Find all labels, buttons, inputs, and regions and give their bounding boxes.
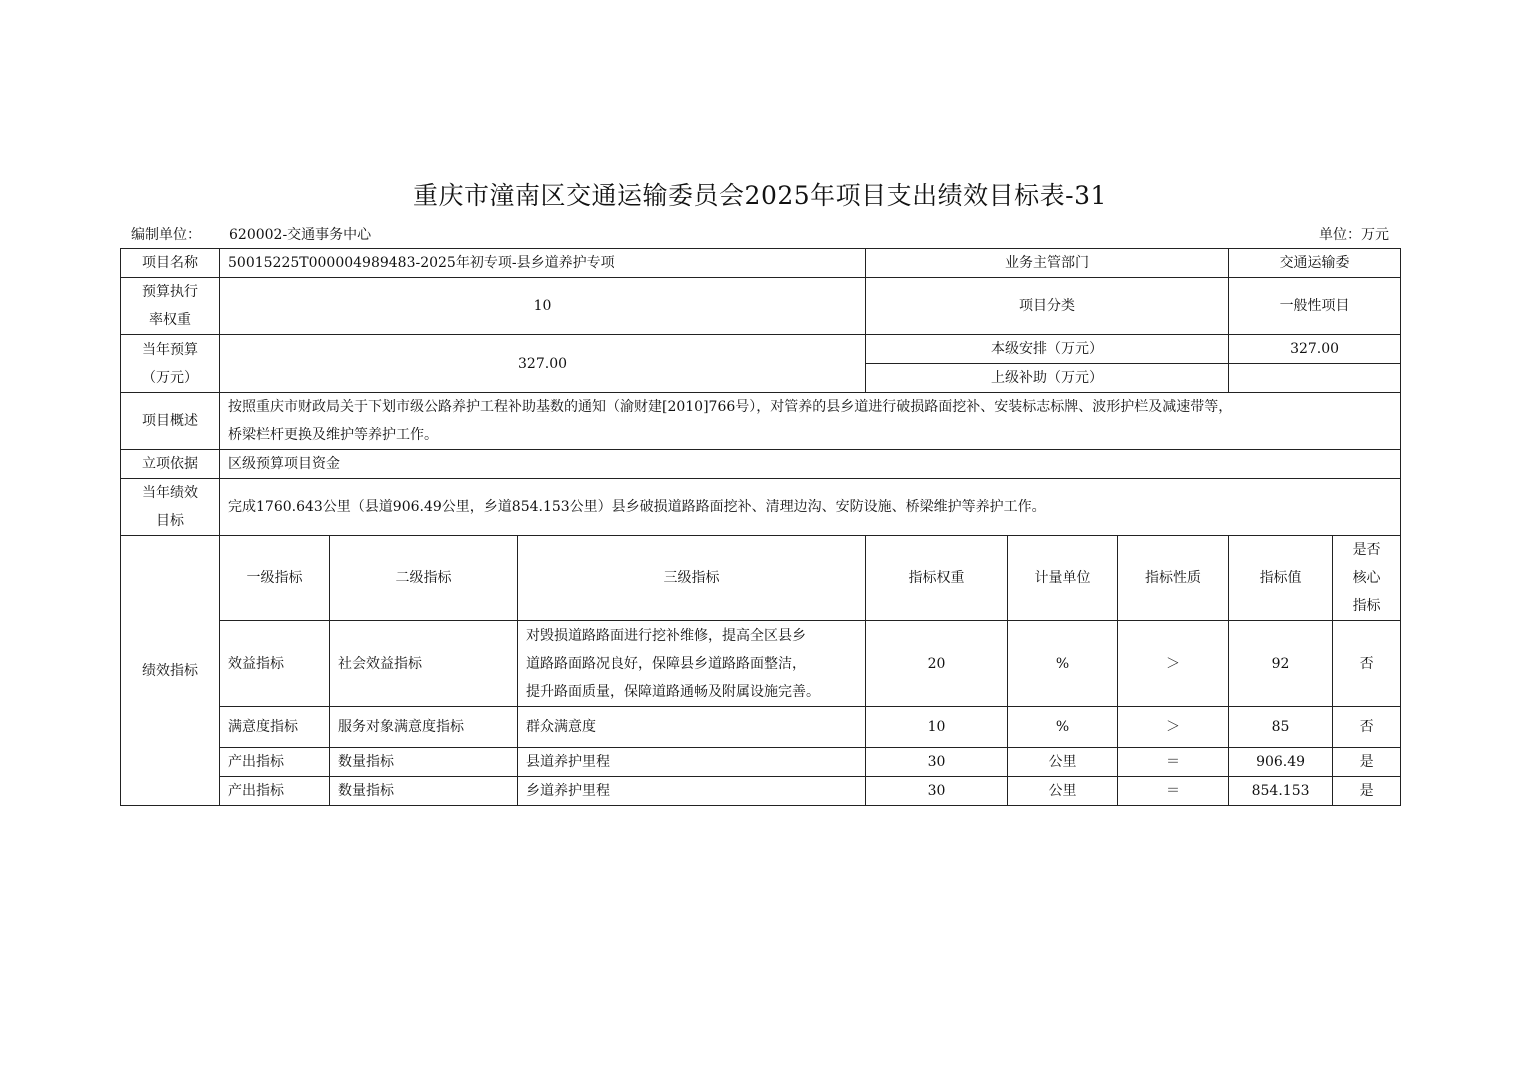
header-level3: 三级指标 <box>518 536 866 621</box>
upper-label: 上级补助（万元） <box>866 364 1229 393</box>
compiling-unit-label: 编制单位： <box>131 227 201 243</box>
row3-value: 906.49 <box>1229 748 1333 777</box>
weight-label-line2: 率权重 <box>149 312 191 328</box>
local-label: 本级安排（万元） <box>866 335 1229 364</box>
overview-line1: 按照重庆市财政局关于下划市级公路养护工程补助基数的通知（渝财建[2010]766号），对管养的县乡道进行破损路面挖补、安装标志标牌、波形护栏及减速带等， <box>228 399 1233 415</box>
table-row <box>121 707 1401 748</box>
overview-label: 项目概述 <box>121 393 220 450</box>
budget-label <box>121 335 220 393</box>
row4-level3: 乡道养护里程 <box>518 777 866 806</box>
row4-level1: 产出指标 <box>220 777 330 806</box>
project-name-value: 50015225T000004989483-2025年初专项-县乡道养护专项 <box>220 249 866 278</box>
row1-unit: % <box>1008 621 1118 707</box>
overview-line2: 桥梁栏杆更换及维护等养护工作。 <box>228 427 438 443</box>
compiling-unit-value: 620002-交通事务中心 <box>229 227 372 243</box>
row4-core: 是 <box>1333 777 1401 806</box>
row-basis <box>121 450 1401 479</box>
header-core <box>1333 536 1401 621</box>
row-weight <box>121 278 1401 335</box>
row4-weight: 30 <box>866 777 1008 806</box>
header-unit: 计量单位 <box>1008 536 1118 621</box>
row-project-name <box>121 249 1401 278</box>
goal-label-line2: 目标 <box>156 513 184 529</box>
row1-level3-line3: 提升路面质量，保障道路通畅及附属设施完善。 <box>526 683 820 700</box>
row1-core: 否 <box>1333 621 1401 707</box>
row-indicator-header <box>121 536 1401 621</box>
table-row <box>121 777 1401 806</box>
row-budget-local <box>121 335 1401 364</box>
row3-level3: 县道养护里程 <box>518 748 866 777</box>
goal-label <box>121 479 220 536</box>
budget-label-line1: 当年预算 <box>142 341 198 358</box>
header-nature: 指标性质 <box>1118 536 1229 621</box>
row2-nature: ＞ <box>1118 707 1229 748</box>
row1-level3-line1: 对毁损道路路面进行挖补维修，提高全区县乡 <box>526 627 806 644</box>
table-row <box>121 748 1401 777</box>
row-overview <box>121 393 1401 450</box>
row1-value: 92 <box>1229 621 1333 707</box>
row1-level3-line2: 道路路面路况良好，保障县乡道路路面整洁， <box>526 655 806 672</box>
page-title: 重庆市潼南区交通运输委员会2025年项目支出绩效目标表-31 <box>413 181 1107 210</box>
row-goal <box>121 479 1401 536</box>
row3-level2: 数量指标 <box>330 748 518 777</box>
row2-level2: 服务对象满意度指标 <box>330 707 518 748</box>
row1-level1: 效益指标 <box>220 621 330 707</box>
row2-weight: 10 <box>866 707 1008 748</box>
currency-unit: 单位：万元 <box>1319 227 1389 243</box>
row1-weight: 20 <box>866 621 1008 707</box>
goal-label-line1: 当年绩效 <box>142 485 198 501</box>
compiling-unit <box>131 224 371 244</box>
header-value: 指标值 <box>1229 536 1333 621</box>
row1-nature: ＞ <box>1118 621 1229 707</box>
row1-level2: 社会效益指标 <box>330 621 518 707</box>
weight-label-line1: 预算执行 <box>142 284 198 300</box>
row4-value: 854.153 <box>1229 777 1333 806</box>
local-value: 327.00 <box>1229 335 1401 364</box>
category-value: 一般性项目 <box>1229 278 1401 335</box>
row2-level1: 满意度指标 <box>220 707 330 748</box>
upper-value <box>1229 364 1401 393</box>
row4-unit: 公里 <box>1008 777 1118 806</box>
header-core-line2: 核心 <box>1352 570 1381 586</box>
row3-level1: 产出指标 <box>220 748 330 777</box>
header-core-line1: 是否 <box>1352 542 1381 558</box>
row4-level2: 数量指标 <box>330 777 518 806</box>
performance-target-table <box>120 248 1401 806</box>
overview-value <box>220 393 1401 450</box>
budget-label-line2: （万元） <box>142 369 198 386</box>
row2-core: 否 <box>1333 707 1401 748</box>
row4-nature: ＝ <box>1118 777 1229 806</box>
table-row <box>121 621 1401 707</box>
header-weight: 指标权重 <box>866 536 1008 621</box>
budget-value: 327.00 <box>220 335 866 393</box>
indicators-section-label: 绩效指标 <box>121 536 220 806</box>
goal-value: 完成1760.643公里（县道906.49公里，乡道854.153公里）县乡破损道路路面挖补、清理边沟、安防设施、桥梁维护等养护工作。 <box>220 479 1401 536</box>
basis-value: 区级预算项目资金 <box>220 450 1401 479</box>
row3-nature: ＝ <box>1118 748 1229 777</box>
row3-unit: 公里 <box>1008 748 1118 777</box>
dept-label: 业务主管部门 <box>866 249 1229 278</box>
row2-unit: % <box>1008 707 1118 748</box>
row3-weight: 30 <box>866 748 1008 777</box>
header-core-line3: 指标 <box>1352 598 1381 614</box>
row2-value: 85 <box>1229 707 1333 748</box>
project-name-label: 项目名称 <box>121 249 220 278</box>
weight-label <box>121 278 220 335</box>
weight-value: 10 <box>220 278 866 335</box>
header-level2: 二级指标 <box>330 536 518 621</box>
row1-level3 <box>518 621 866 707</box>
header-level1: 一级指标 <box>220 536 330 621</box>
row2-level3: 群众满意度 <box>518 707 866 748</box>
category-label: 项目分类 <box>866 278 1229 335</box>
dept-value: 交通运输委 <box>1229 249 1401 278</box>
row3-core: 是 <box>1333 748 1401 777</box>
basis-label: 立项依据 <box>121 450 220 479</box>
